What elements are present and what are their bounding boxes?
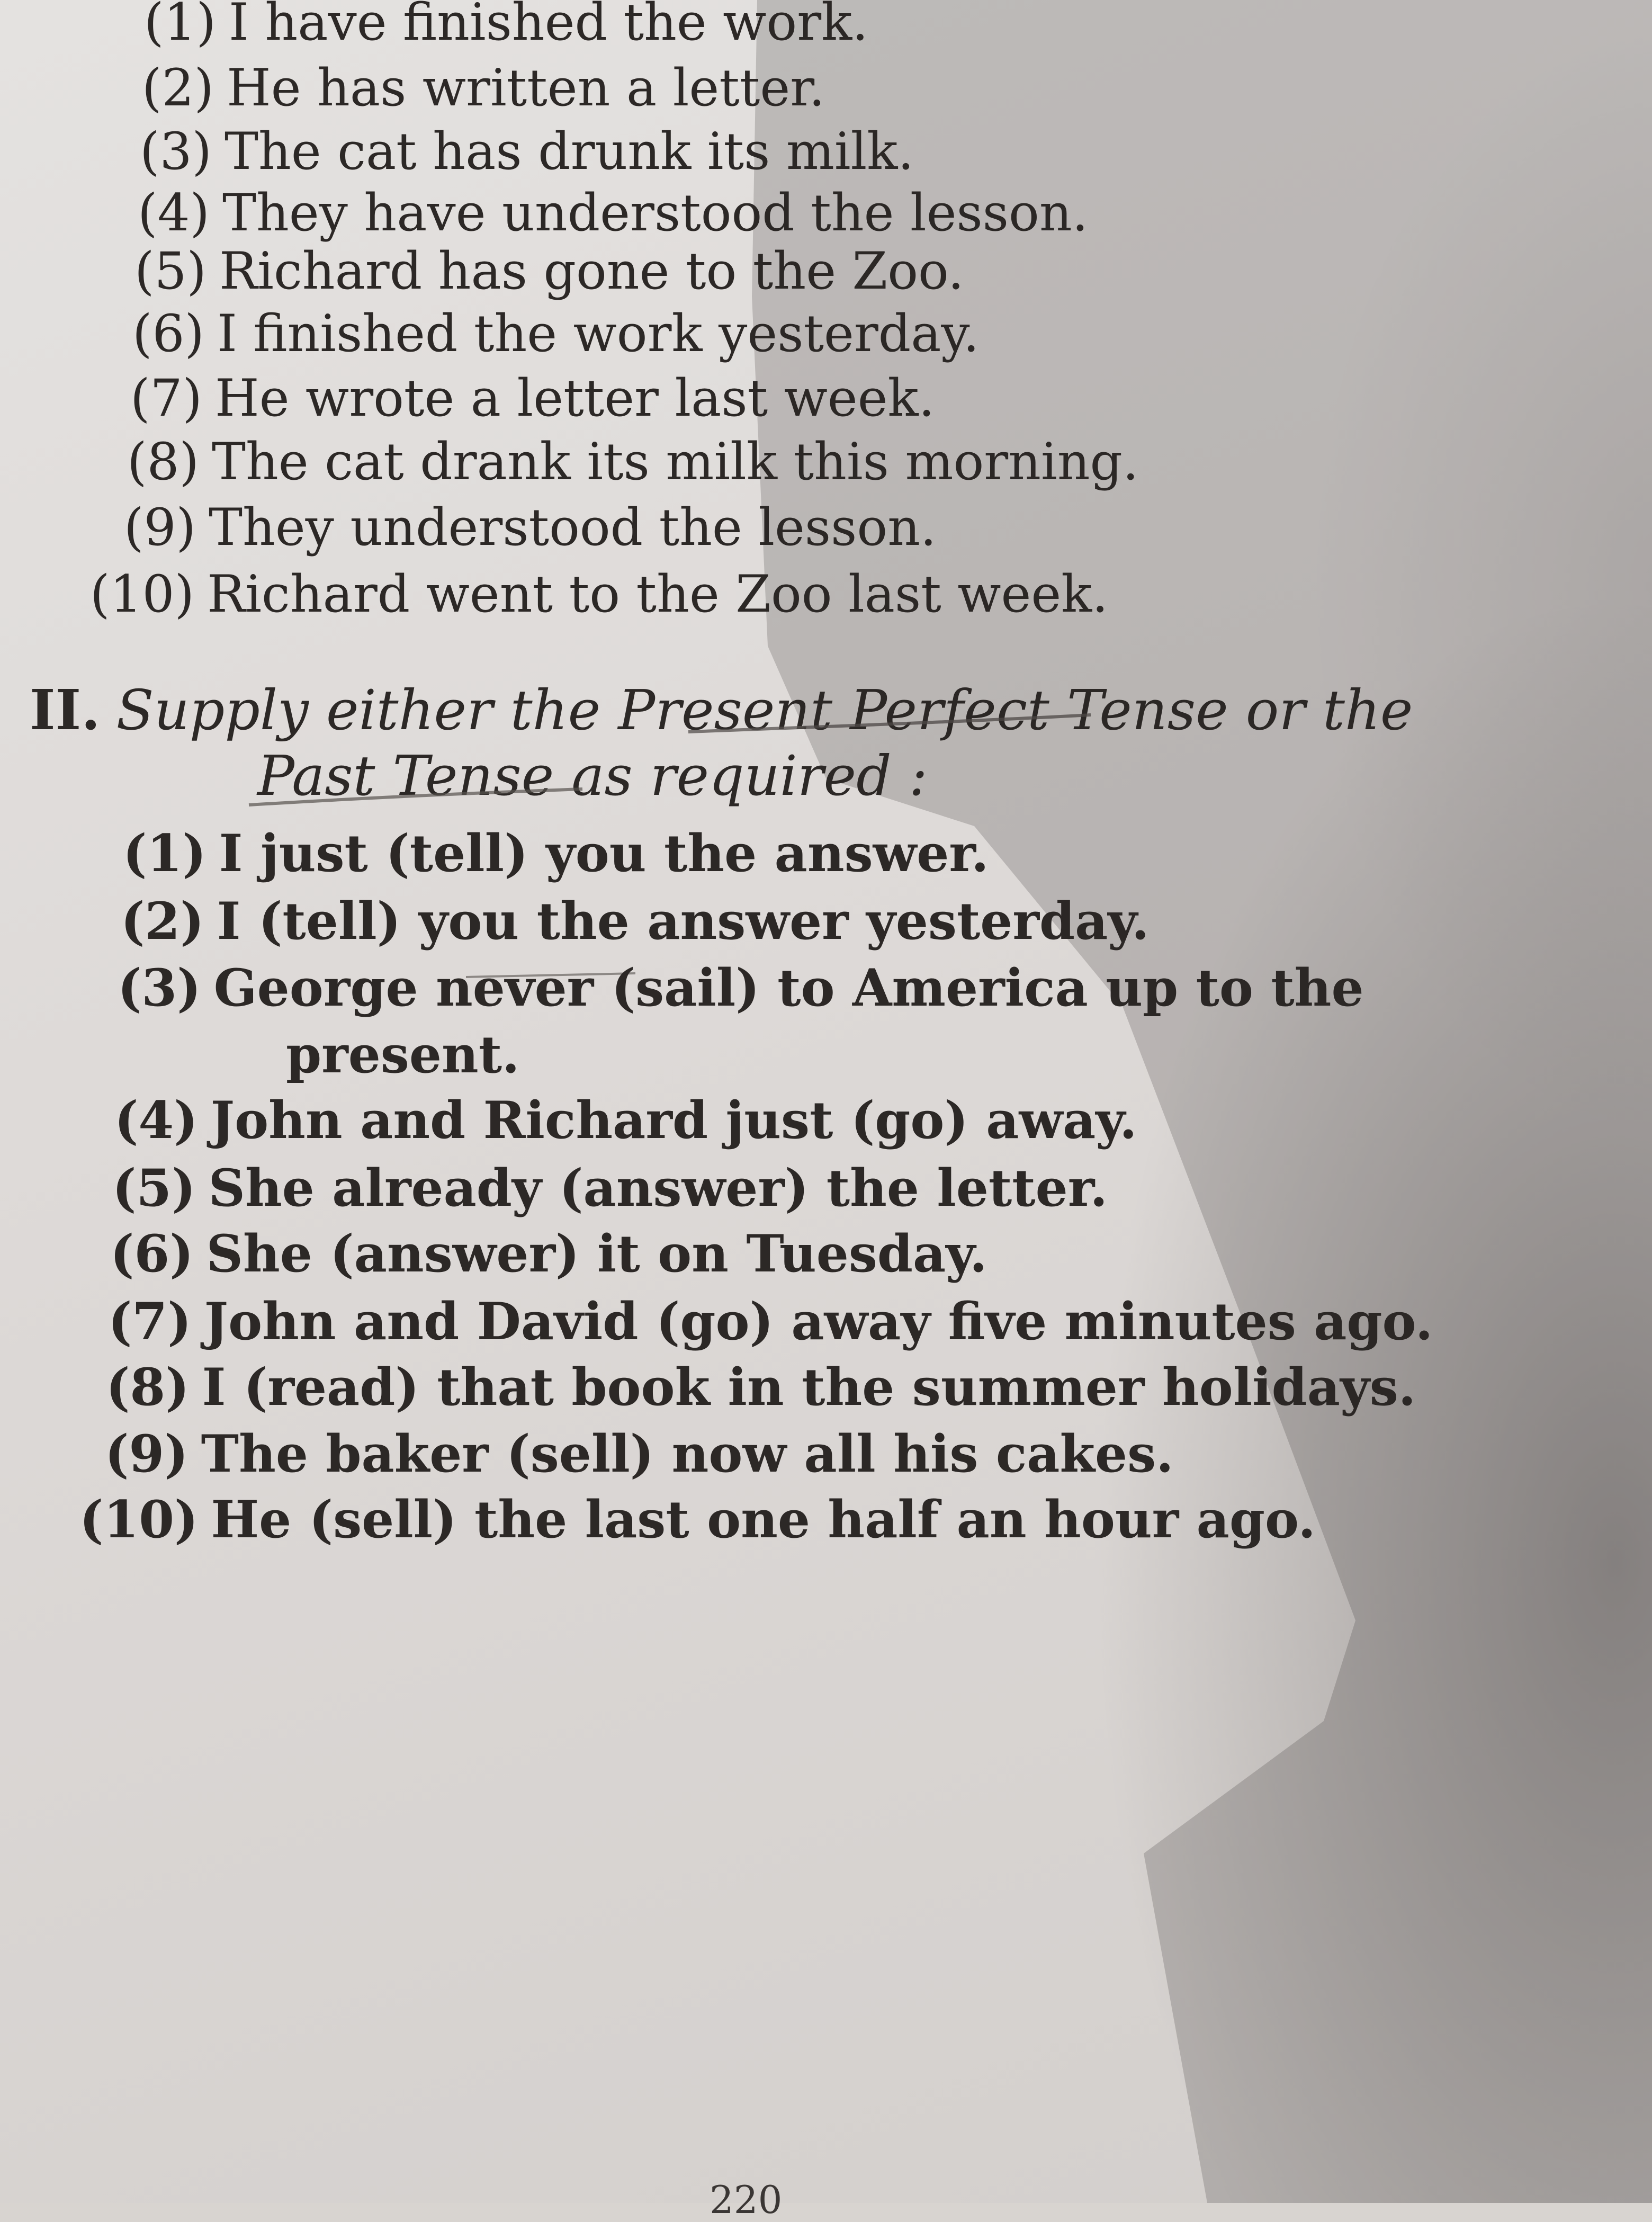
item-number: (4) [138, 183, 210, 243]
list-item [112, 1157, 1108, 1220]
item-number: (10) [79, 1490, 199, 1549]
item-number: (7) [108, 1292, 192, 1351]
list-item [106, 1356, 1416, 1419]
item-text: The cat drank its milk this morning. [211, 432, 1139, 491]
item-text: John and David (go) away five minutes ago. [204, 1292, 1433, 1351]
item-number: (5) [134, 241, 206, 301]
list-item-continuation [286, 1023, 519, 1087]
item-text: Richard has gone to the Zoo. [219, 241, 964, 301]
item-text: He wrote a letter last week. [214, 369, 935, 428]
item-number: (8) [106, 1357, 190, 1417]
item-number: (3) [140, 122, 212, 181]
item-text: She (answer) it on Tuesday. [206, 1224, 987, 1284]
item-text: Richard went to the Zoo last week. [207, 565, 1108, 624]
item-number: (6) [132, 304, 204, 363]
list-item [121, 890, 1149, 953]
section-instruction-line-2: Past Tense as required : [257, 743, 928, 808]
item-number: (1) [144, 0, 216, 52]
list-item [110, 1222, 987, 1286]
item-number: (7) [130, 369, 202, 428]
item-text: John and Richard just (go) away. [210, 1090, 1137, 1150]
item-text: I just (tell) you the answer. [219, 823, 989, 883]
item-number: (5) [112, 1158, 196, 1218]
item-text: I (tell) you the answer yesterday. [217, 891, 1150, 951]
list-item [114, 1089, 1137, 1152]
list-item [105, 1422, 1174, 1486]
item-number: (2) [121, 891, 204, 951]
item-number: (4) [114, 1090, 198, 1150]
item-text: The cat has drunk its milk. [224, 122, 914, 181]
item-text: The baker (sell) now all his cakes. [201, 1424, 1174, 1484]
item-number: (3) [118, 958, 201, 1018]
item-number: (1) [123, 823, 206, 883]
list-item [123, 822, 989, 885]
item-text: He (sell) the last one half an hour ago. [211, 1490, 1316, 1549]
item-number: (9) [105, 1424, 188, 1484]
item-number: (2) [142, 58, 214, 118]
item-text: They have understood the lesson. [222, 183, 1089, 243]
item-text: I have finished the work. [228, 0, 868, 52]
item-number: (8) [127, 432, 199, 491]
item-text-continuation: present. [286, 1025, 520, 1085]
list-item [79, 1488, 1316, 1552]
item-text: She already (answer) the letter. [208, 1158, 1108, 1218]
page-number: 220 [710, 2178, 783, 2222]
list-item [108, 1290, 1433, 1354]
section-number: II. [30, 677, 101, 742]
item-number: (6) [110, 1224, 194, 1284]
item-number: (9) [124, 498, 196, 557]
item-text: They understood the lesson. [208, 498, 937, 557]
item-text: He has written a letter. [226, 58, 825, 118]
item-number: (10) [90, 565, 195, 624]
section-instruction-line-1: Supply either the Present Perfect Tense or the [116, 678, 1413, 742]
item-text: I (read) that book in the summer holidays. [202, 1357, 1416, 1417]
item-text: I finished the work yesterday. [217, 304, 980, 363]
item-text: George never (sail) to America up to the [213, 958, 1364, 1018]
